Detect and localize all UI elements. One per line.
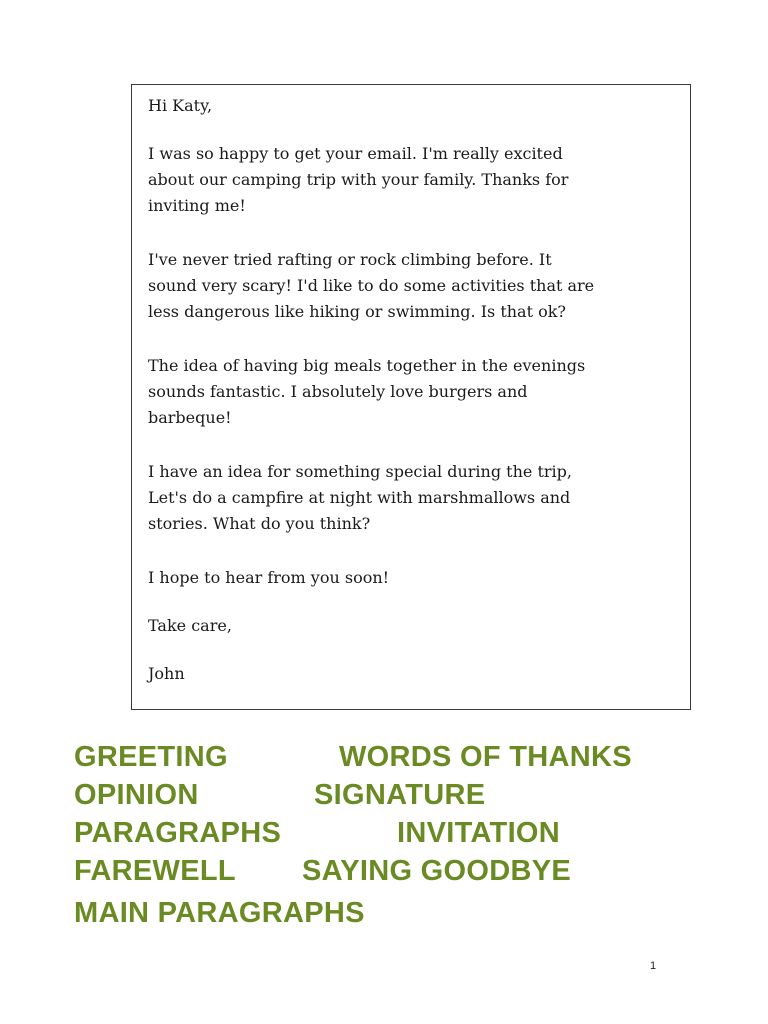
label-row — [74, 814, 734, 852]
label-row — [74, 894, 734, 932]
label-words-of-thanks: WORDS OF THANKS — [339, 741, 632, 773]
letter-line: inviting me! — [148, 196, 246, 215]
label-signature: SIGNATURE — [314, 779, 486, 811]
letter-line: Let's do a campfire at night with marshmallows and — [148, 488, 571, 507]
letter-line: John — [148, 664, 185, 683]
label-row — [74, 738, 734, 776]
label-row — [74, 852, 734, 890]
letter-line: stories. What do you think? — [148, 514, 371, 533]
letter-signature — [148, 661, 674, 687]
letter-line: The idea of having big meals together in the evenings — [148, 356, 586, 375]
letter-line: less dangerous like hiking or swimming. Is that ok? — [148, 302, 567, 321]
letter-paragraph-3 — [148, 353, 674, 431]
letter-line: about our camping trip with your family. Thanks for — [148, 170, 569, 189]
letter-line: I was so happy to get your email. I'm really excited — [148, 144, 563, 163]
letter-line: Hi Katy, — [148, 96, 213, 115]
letter-line: I have an idea for something special during the trip, — [148, 462, 572, 481]
letter-line: I hope to hear from you soon! — [148, 568, 390, 587]
label-opinion: OPINION — [74, 779, 199, 811]
letter-greeting — [148, 93, 674, 119]
label-row — [74, 776, 734, 814]
label-paragraphs: PARAGRAPHS — [74, 817, 282, 849]
label-farewell: FAREWELL — [74, 855, 236, 887]
label-invitation: INVITATION — [397, 817, 561, 849]
letter-paragraph-2 — [148, 247, 674, 325]
page-number: 1 — [650, 960, 657, 972]
label-main-paragraphs: MAIN PARAGRAPHS — [74, 897, 365, 929]
letter-sign-off — [148, 613, 674, 639]
letter-line: sounds fantastic. I absolutely love burgers and — [148, 382, 528, 401]
label-saying-goodbye: SAYING GOODBYE — [302, 855, 572, 887]
letter-paragraph-1 — [148, 141, 674, 219]
letter-line: Take care, — [148, 616, 232, 635]
label-greeting: GREETING — [74, 741, 228, 773]
label-list — [74, 738, 734, 932]
letter-line: I've never tried rafting or rock climbing before. It — [148, 250, 552, 269]
letter-box — [131, 84, 691, 710]
letter-closing-line — [148, 565, 674, 591]
letter-paragraph-4 — [148, 459, 674, 537]
letter-line: barbeque! — [148, 408, 232, 427]
letter-line: sound very scary! I'd like to do some activities that are — [148, 276, 595, 295]
